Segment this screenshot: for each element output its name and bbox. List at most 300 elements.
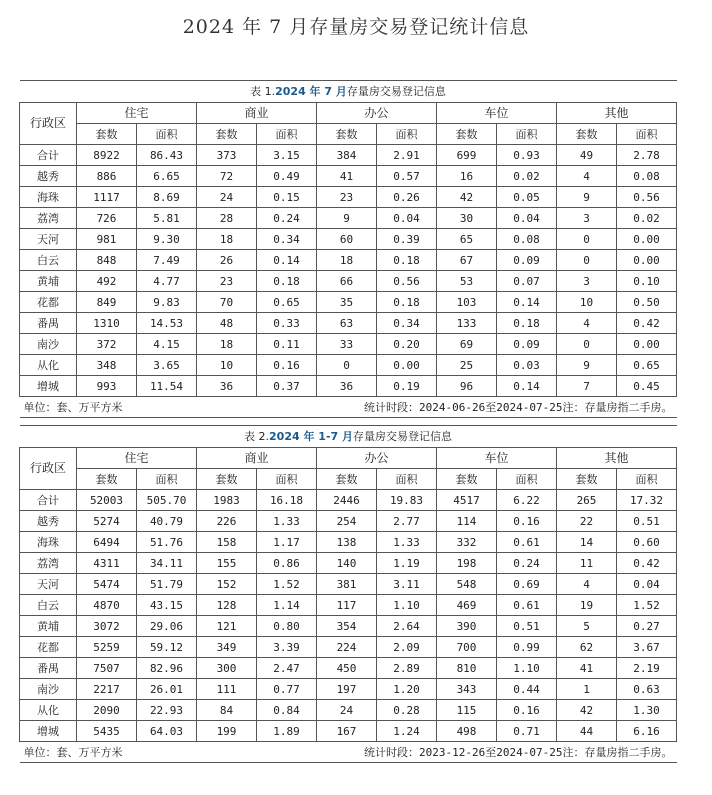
- count-cell: 373: [197, 145, 257, 166]
- area-cell: 19.83: [377, 490, 437, 511]
- region-cell: 合计: [20, 490, 77, 511]
- table-row: [20, 355, 677, 376]
- count-cell: 372: [77, 334, 137, 355]
- table-row: [20, 595, 677, 616]
- count-cell: 348: [77, 355, 137, 376]
- count-cell: 3: [557, 271, 617, 292]
- table-footer: [20, 397, 677, 418]
- area-cell: 64.03: [137, 721, 197, 742]
- count-cell: 48: [197, 313, 257, 334]
- area-cell: 0.00: [617, 334, 677, 355]
- secondhand-note: 注：存量房指二手房。: [562, 400, 673, 414]
- table-row: [20, 574, 677, 595]
- count-cell: 5259: [77, 637, 137, 658]
- area-cell: 0.84: [257, 700, 317, 721]
- count-cell: 4: [557, 574, 617, 595]
- area-cell: 6.22: [497, 490, 557, 511]
- table-row: [20, 553, 677, 574]
- area-cell: 1.10: [377, 595, 437, 616]
- area-cell: 0.80: [257, 616, 317, 637]
- area-cell: 0.27: [617, 616, 677, 637]
- area-cell: 0.50: [617, 292, 677, 313]
- count-cell: 226: [197, 511, 257, 532]
- period-to: 至: [485, 400, 497, 414]
- area-cell: 16.18: [257, 490, 317, 511]
- count-cell: 1983: [197, 490, 257, 511]
- count-cell: 111: [197, 679, 257, 700]
- count-header: 套数: [77, 124, 137, 145]
- group-header: 车位: [437, 103, 557, 124]
- count-cell: 117: [317, 595, 377, 616]
- area-cell: 0.04: [377, 208, 437, 229]
- count-cell: 18: [197, 334, 257, 355]
- count-cell: 133: [437, 313, 497, 334]
- area-cell: 2.19: [617, 658, 677, 679]
- area-cell: 0.33: [257, 313, 317, 334]
- count-cell: 9: [557, 187, 617, 208]
- period-start: 2024-06-26: [419, 400, 486, 414]
- area-cell: 86.43: [137, 145, 197, 166]
- count-cell: 140: [317, 553, 377, 574]
- period-start: 2023-12-26: [419, 745, 486, 759]
- area-cell: 43.15: [137, 595, 197, 616]
- area-cell: 0.14: [497, 292, 557, 313]
- count-cell: 30: [437, 208, 497, 229]
- area-cell: 0.03: [497, 355, 557, 376]
- count-cell: 4: [557, 166, 617, 187]
- count-cell: 2446: [317, 490, 377, 511]
- region-cell: 花都: [20, 637, 77, 658]
- area-cell: 0.24: [257, 208, 317, 229]
- table-row: [20, 334, 677, 355]
- count-cell: 384: [317, 145, 377, 166]
- area-cell: 2.78: [617, 145, 677, 166]
- area-cell: 0.65: [257, 292, 317, 313]
- area-cell: 0.37: [257, 376, 317, 397]
- region-cell: 黄埔: [20, 616, 77, 637]
- count-cell: 254: [317, 511, 377, 532]
- area-cell: 1.89: [257, 721, 317, 742]
- count-cell: 18: [197, 229, 257, 250]
- table-row: [20, 166, 677, 187]
- area-cell: 3.67: [617, 637, 677, 658]
- caption-period: 2024 年 7 月: [275, 85, 347, 98]
- count-cell: 8922: [77, 145, 137, 166]
- period-label: 统计时段：: [364, 745, 420, 759]
- count-cell: 1: [557, 679, 617, 700]
- area-cell: 9.83: [137, 292, 197, 313]
- area-cell: 0.26: [377, 187, 437, 208]
- area-cell: 34.11: [137, 553, 197, 574]
- area-cell: 40.79: [137, 511, 197, 532]
- count-cell: 450: [317, 658, 377, 679]
- group-header: 办公: [317, 448, 437, 469]
- table-caption: [20, 81, 677, 103]
- region-cell: 从化: [20, 700, 77, 721]
- count-cell: 65: [437, 229, 497, 250]
- count-header: 套数: [197, 124, 257, 145]
- count-cell: 0: [557, 229, 617, 250]
- area-cell: 0.42: [617, 553, 677, 574]
- count-cell: 155: [197, 553, 257, 574]
- count-cell: 5435: [77, 721, 137, 742]
- region-cell: 荔湾: [20, 208, 77, 229]
- area-cell: 0.56: [617, 187, 677, 208]
- count-cell: 343: [437, 679, 497, 700]
- count-cell: 699: [437, 145, 497, 166]
- count-cell: 22: [557, 511, 617, 532]
- count-cell: 26: [197, 250, 257, 271]
- region-cell: 从化: [20, 355, 77, 376]
- period-end: 2024-07-25: [496, 400, 563, 414]
- caption-suffix: 存量房交易登记信息: [353, 430, 452, 443]
- count-cell: 1117: [77, 187, 137, 208]
- count-cell: 158: [197, 532, 257, 553]
- region-cell: 增城: [20, 721, 77, 742]
- count-cell: 28: [197, 208, 257, 229]
- area-cell: 3.11: [377, 574, 437, 595]
- area-cell: 0.45: [617, 376, 677, 397]
- caption-prefix: 表 1.: [250, 85, 276, 98]
- group-header: 住宅: [77, 103, 197, 124]
- count-cell: 700: [437, 637, 497, 658]
- table-footer: [20, 742, 677, 763]
- area-cell: 2.09: [377, 637, 437, 658]
- area-cell: 0.16: [257, 355, 317, 376]
- sub-header-row: [20, 469, 677, 490]
- table-row: [20, 187, 677, 208]
- count-cell: 49: [557, 145, 617, 166]
- region-cell: 越秀: [20, 511, 77, 532]
- count-cell: 6494: [77, 532, 137, 553]
- count-cell: 993: [77, 376, 137, 397]
- table-row: [20, 250, 677, 271]
- count-header: 套数: [317, 124, 377, 145]
- area-cell: 0.60: [617, 532, 677, 553]
- count-cell: 96: [437, 376, 497, 397]
- count-header: 套数: [557, 469, 617, 490]
- area-cell: 1.52: [617, 595, 677, 616]
- count-cell: 0: [557, 334, 617, 355]
- count-cell: 121: [197, 616, 257, 637]
- count-header: 套数: [77, 469, 137, 490]
- area-cell: 0.00: [617, 250, 677, 271]
- group-header-row: [20, 448, 677, 469]
- area-cell: 0.07: [497, 271, 557, 292]
- group-header: 商业: [197, 448, 317, 469]
- count-cell: 7507: [77, 658, 137, 679]
- group-header: 其他: [557, 103, 677, 124]
- table-row: [20, 700, 677, 721]
- area-cell: 11.54: [137, 376, 197, 397]
- table-row: [20, 292, 677, 313]
- count-cell: 4870: [77, 595, 137, 616]
- count-cell: 197: [317, 679, 377, 700]
- count-cell: 0: [317, 355, 377, 376]
- caption-period: 2024 年 1-7 月: [269, 430, 353, 443]
- area-cell: 0.00: [377, 355, 437, 376]
- count-cell: 52003: [77, 490, 137, 511]
- count-cell: 1310: [77, 313, 137, 334]
- area-cell: 0.69: [497, 574, 557, 595]
- region-cell: 合计: [20, 145, 77, 166]
- area-cell: 4.15: [137, 334, 197, 355]
- count-cell: 33: [317, 334, 377, 355]
- area-cell: 0.44: [497, 679, 557, 700]
- count-cell: 5474: [77, 574, 137, 595]
- area-cell: 0.05: [497, 187, 557, 208]
- area-cell: 2.77: [377, 511, 437, 532]
- count-cell: 349: [197, 637, 257, 658]
- region-cell: 海珠: [20, 187, 77, 208]
- count-cell: 381: [317, 574, 377, 595]
- period-label: 统计时段：: [364, 400, 420, 414]
- count-cell: 10: [557, 292, 617, 313]
- count-cell: 469: [437, 595, 497, 616]
- group-header-row: [20, 103, 677, 124]
- count-header: 套数: [437, 469, 497, 490]
- count-cell: 848: [77, 250, 137, 271]
- count-cell: 265: [557, 490, 617, 511]
- count-cell: 18: [317, 250, 377, 271]
- count-cell: 2217: [77, 679, 137, 700]
- area-cell: 6.65: [137, 166, 197, 187]
- region-column-header: 行政区: [20, 103, 77, 145]
- area-cell: 14.53: [137, 313, 197, 334]
- area-cell: 0.18: [497, 313, 557, 334]
- area-header: 面积: [137, 124, 197, 145]
- count-cell: 5274: [77, 511, 137, 532]
- area-cell: 0.16: [497, 700, 557, 721]
- caption-prefix: 表 2.: [244, 430, 270, 443]
- count-cell: 63: [317, 313, 377, 334]
- count-cell: 36: [317, 376, 377, 397]
- table-row: [20, 637, 677, 658]
- count-cell: 199: [197, 721, 257, 742]
- region-cell: 天河: [20, 574, 77, 595]
- area-cell: 0.02: [617, 208, 677, 229]
- area-header: 面积: [137, 469, 197, 490]
- count-cell: 548: [437, 574, 497, 595]
- area-cell: 0.14: [257, 250, 317, 271]
- area-cell: 1.17: [257, 532, 317, 553]
- count-cell: 16: [437, 166, 497, 187]
- count-cell: 332: [437, 532, 497, 553]
- count-cell: 4: [557, 313, 617, 334]
- count-cell: 69: [437, 334, 497, 355]
- area-cell: 0.16: [497, 511, 557, 532]
- count-cell: 24: [317, 700, 377, 721]
- area-cell: 51.76: [137, 532, 197, 553]
- area-cell: 0.63: [617, 679, 677, 700]
- table-row: [20, 658, 677, 679]
- count-cell: 886: [77, 166, 137, 187]
- area-cell: 1.24: [377, 721, 437, 742]
- count-cell: 726: [77, 208, 137, 229]
- count-cell: 9: [557, 355, 617, 376]
- region-cell: 番禺: [20, 658, 77, 679]
- region-cell: 荔湾: [20, 553, 77, 574]
- table-row: [20, 145, 677, 166]
- area-cell: 2.47: [257, 658, 317, 679]
- count-cell: 224: [317, 637, 377, 658]
- count-cell: 70: [197, 292, 257, 313]
- count-cell: 14: [557, 532, 617, 553]
- table-caption: [20, 426, 677, 448]
- table-row: [20, 229, 677, 250]
- area-cell: 0.56: [377, 271, 437, 292]
- area-cell: 1.20: [377, 679, 437, 700]
- count-cell: 498: [437, 721, 497, 742]
- area-cell: 1.33: [257, 511, 317, 532]
- table-row: [20, 616, 677, 637]
- count-cell: 492: [77, 271, 137, 292]
- count-cell: 138: [317, 532, 377, 553]
- table-row: [20, 511, 677, 532]
- area-cell: 5.81: [137, 208, 197, 229]
- area-cell: 0.09: [497, 334, 557, 355]
- area-cell: 0.00: [617, 229, 677, 250]
- count-cell: 5: [557, 616, 617, 637]
- period-note: [364, 398, 676, 417]
- area-cell: 1.10: [497, 658, 557, 679]
- area-header: 面积: [257, 469, 317, 490]
- area-header: 面积: [377, 124, 437, 145]
- area-header: 面积: [257, 124, 317, 145]
- table-row: [20, 532, 677, 553]
- count-header: 套数: [197, 469, 257, 490]
- area-cell: 0.77: [257, 679, 317, 700]
- table-row: [20, 721, 677, 742]
- count-cell: 60: [317, 229, 377, 250]
- period-to: 至: [485, 745, 497, 759]
- count-cell: 66: [317, 271, 377, 292]
- area-cell: 1.33: [377, 532, 437, 553]
- count-cell: 2090: [77, 700, 137, 721]
- count-cell: 0: [557, 250, 617, 271]
- area-cell: 0.99: [497, 637, 557, 658]
- count-cell: 84: [197, 700, 257, 721]
- region-cell: 黄埔: [20, 271, 77, 292]
- area-cell: 0.49: [257, 166, 317, 187]
- region-column-header: 行政区: [20, 448, 77, 490]
- area-cell: 51.79: [137, 574, 197, 595]
- area-cell: 0.42: [617, 313, 677, 334]
- area-cell: 0.08: [617, 166, 677, 187]
- area-cell: 0.18: [377, 292, 437, 313]
- region-cell: 南沙: [20, 679, 77, 700]
- count-cell: 128: [197, 595, 257, 616]
- area-cell: 82.96: [137, 658, 197, 679]
- footer-row: [20, 397, 677, 418]
- area-header: 面积: [377, 469, 437, 490]
- area-cell: 0.51: [497, 616, 557, 637]
- count-cell: 115: [437, 700, 497, 721]
- region-cell: 越秀: [20, 166, 77, 187]
- period-end: 2024-07-25: [496, 745, 563, 759]
- area-cell: 0.86: [257, 553, 317, 574]
- area-cell: 2.64: [377, 616, 437, 637]
- count-cell: 4311: [77, 553, 137, 574]
- page-title: 2024 年 7 月存量房交易登记统计信息: [182, 16, 530, 38]
- area-cell: 4.77: [137, 271, 197, 292]
- area-cell: 59.12: [137, 637, 197, 658]
- count-cell: 103: [437, 292, 497, 313]
- count-cell: 67: [437, 250, 497, 271]
- table-row: [20, 679, 677, 700]
- area-cell: 0.10: [617, 271, 677, 292]
- footer-row: [20, 742, 677, 763]
- table-row: [20, 313, 677, 334]
- table-row: [20, 490, 677, 511]
- table-row: [20, 271, 677, 292]
- count-cell: 23: [197, 271, 257, 292]
- region-cell: 南沙: [20, 334, 77, 355]
- count-cell: 72: [197, 166, 257, 187]
- area-cell: 1.14: [257, 595, 317, 616]
- area-cell: 0.65: [617, 355, 677, 376]
- count-cell: 152: [197, 574, 257, 595]
- count-cell: 53: [437, 271, 497, 292]
- area-cell: 0.04: [617, 574, 677, 595]
- group-header: 商业: [197, 103, 317, 124]
- transaction-table-monthly: [19, 80, 677, 418]
- region-cell: 番禺: [20, 313, 77, 334]
- area-cell: 6.16: [617, 721, 677, 742]
- area-cell: 1.19: [377, 553, 437, 574]
- count-cell: 9: [317, 208, 377, 229]
- period-note: [364, 743, 676, 762]
- area-cell: 0.51: [617, 511, 677, 532]
- area-cell: 0.14: [497, 376, 557, 397]
- area-cell: 26.01: [137, 679, 197, 700]
- area-cell: 29.06: [137, 616, 197, 637]
- region-cell: 增城: [20, 376, 77, 397]
- count-cell: 44: [557, 721, 617, 742]
- count-cell: 354: [317, 616, 377, 637]
- count-cell: 390: [437, 616, 497, 637]
- count-cell: 24: [197, 187, 257, 208]
- area-cell: 0.39: [377, 229, 437, 250]
- count-cell: 19: [557, 595, 617, 616]
- secondhand-note: 注：存量房指二手房。: [562, 745, 673, 759]
- count-cell: 810: [437, 658, 497, 679]
- area-cell: 0.09: [497, 250, 557, 271]
- area-cell: 0.61: [497, 532, 557, 553]
- area-header: 面积: [497, 124, 557, 145]
- area-cell: 17.32: [617, 490, 677, 511]
- group-header: 车位: [437, 448, 557, 469]
- area-cell: 0.61: [497, 595, 557, 616]
- count-cell: 7: [557, 376, 617, 397]
- sub-header-row: [20, 124, 677, 145]
- area-cell: 0.19: [377, 376, 437, 397]
- count-cell: 41: [557, 658, 617, 679]
- count-header: 套数: [317, 469, 377, 490]
- count-cell: 25: [437, 355, 497, 376]
- count-cell: 849: [77, 292, 137, 313]
- area-cell: 3.15: [257, 145, 317, 166]
- area-cell: 0.93: [497, 145, 557, 166]
- unit-note: 单位：套、万平方米: [23, 745, 123, 759]
- area-cell: 0.08: [497, 229, 557, 250]
- area-cell: 1.52: [257, 574, 317, 595]
- area-cell: 0.02: [497, 166, 557, 187]
- table-row: [20, 208, 677, 229]
- region-cell: 白云: [20, 250, 77, 271]
- group-header: 办公: [317, 103, 437, 124]
- transaction-table-cumulative: [19, 425, 677, 763]
